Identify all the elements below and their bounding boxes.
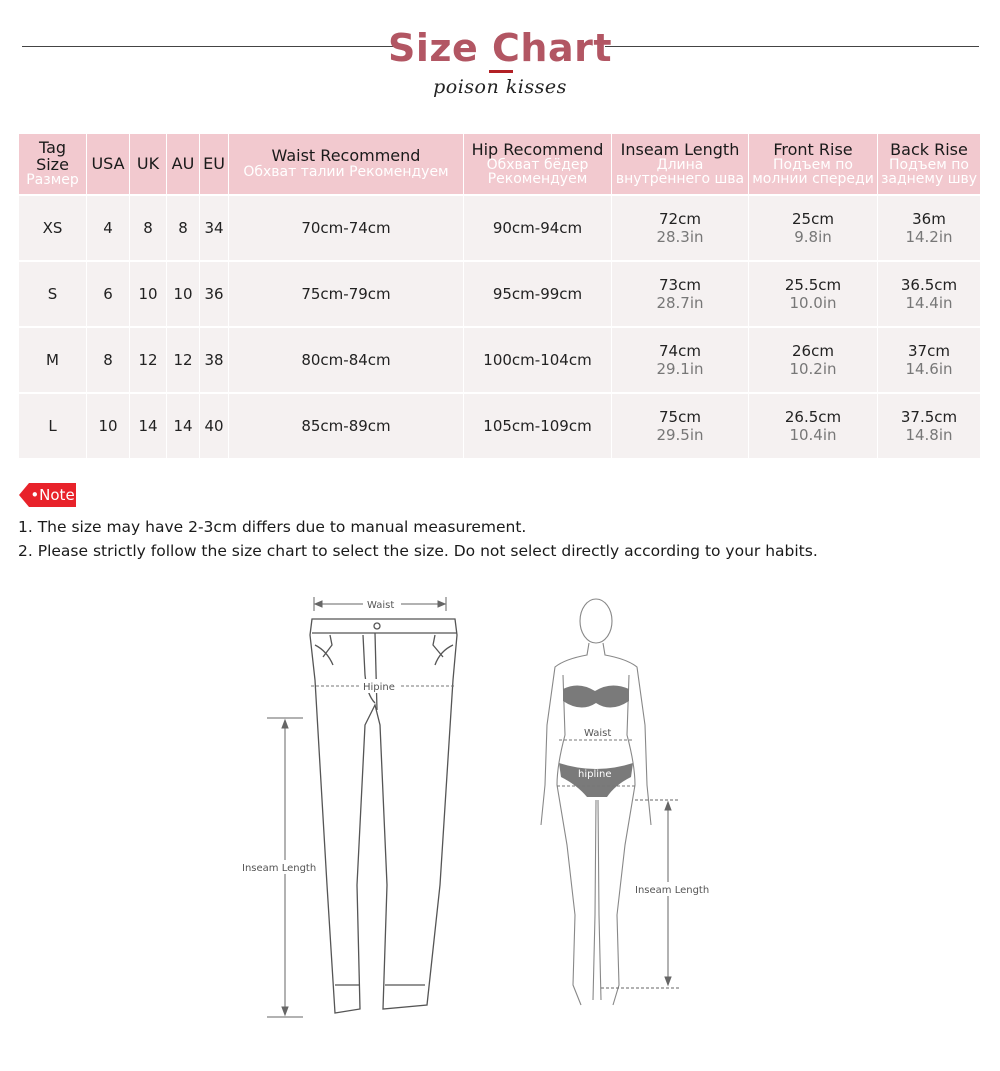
cell-waist: 75cm-79cm [229,260,464,326]
cell-uk: 14 [130,392,167,458]
header-au: AU [167,134,200,194]
page-title: Size Chart [387,26,612,70]
cell-back-rise: 36.5cm 14.4in [878,260,981,326]
brand-subtitle: poison kisses [433,76,567,98]
cell-waist: 70cm-74cm [229,194,464,260]
cell-tag: XS [19,194,87,260]
body-bra-shape [563,685,629,707]
header-waist: Waist Recommend Обхват талии Рекомендуем [229,134,464,194]
note-line-1: 1. The size may have 2-3cm differs due to manual measurement. [18,518,527,536]
cell-inseam: 74cm 29.1in [612,326,749,392]
cell-front-rise: 26cm 10.2in [749,326,878,392]
table-row [19,260,981,326]
cell-uk: 8 [130,194,167,260]
cell-waist: 80cm-84cm [229,326,464,392]
header-hip: Hip Recommend Обхват бёдер Рекомендуем [464,134,612,194]
pants-inseam-label: Inseam Length [242,863,317,874]
cell-tag: M [19,326,87,392]
header-usa: USA [87,134,130,194]
cell-hip: 90cm-94cm [464,194,612,260]
cell-au: 8 [167,194,200,260]
cell-eu: 40 [200,392,229,458]
cell-hip: 100cm-104cm [464,326,612,392]
cell-eu: 36 [200,260,229,326]
body-waist-label: Waist [584,728,612,739]
header-uk: UK [130,134,167,194]
title-accent-underline [489,70,513,73]
cell-eu: 38 [200,326,229,392]
cell-eu: 34 [200,194,229,260]
cell-back-rise: 37cm 14.6in [878,326,981,392]
cell-inseam: 72cm 28.3in [612,194,749,260]
cell-inseam: 73cm 28.7in [612,260,749,326]
cell-uk: 10 [130,260,167,326]
cell-au: 12 [167,326,200,392]
cell-au: 14 [167,392,200,458]
header-tag-size: Tag Size Размер [19,134,87,194]
cell-front-rise: 25.5cm 10.0in [749,260,878,326]
table-row [19,194,981,260]
table-row [19,326,981,392]
cell-tag: L [19,392,87,458]
cell-usa: 8 [87,326,130,392]
cell-back-rise: 37.5cm 14.8in [878,392,981,458]
cell-hip: 105cm-109cm [464,392,612,458]
body-hip-label: hipline [578,769,612,780]
size-table [19,134,981,458]
note-arrow-icon [19,483,29,507]
cell-usa: 10 [87,392,130,458]
note-badge [19,483,76,507]
note-line-2: 2. Please strictly follow the size chart to select the size. Do not select directly according to your habits. [18,542,818,560]
cell-hip: 95cm-99cm [464,260,612,326]
cell-usa: 4 [87,194,130,260]
header-inseam: Inseam Length Длина внутреннего шва [612,134,749,194]
table-header-row [19,134,981,194]
cell-waist: 85cm-89cm [229,392,464,458]
cell-usa: 6 [87,260,130,326]
pants-illustration [310,619,457,1013]
cell-inseam: 75cm 29.5in [612,392,749,458]
cell-front-rise: 26.5cm 10.4in [749,392,878,458]
note-label: •Note [29,483,76,507]
header-front-rise: Front Rise Подъем по молнии спереди [749,134,878,194]
header-back-rise: Back Rise Подъем по заднему шву [878,134,981,194]
pants-hip-label: Hipine [363,682,395,693]
body-illustration [541,599,651,1005]
pants-waist-label: Waist [367,600,395,611]
cell-front-rise: 25cm 9.8in [749,194,878,260]
cell-back-rise: 36m 14.2in [878,194,981,260]
cell-tag: S [19,260,87,326]
body-inseam-label: Inseam Length [635,885,710,896]
header-eu: EU [200,134,229,194]
measurement-diagram [235,585,735,1025]
cell-au: 10 [167,260,200,326]
table-row [19,392,981,458]
cell-uk: 12 [130,326,167,392]
